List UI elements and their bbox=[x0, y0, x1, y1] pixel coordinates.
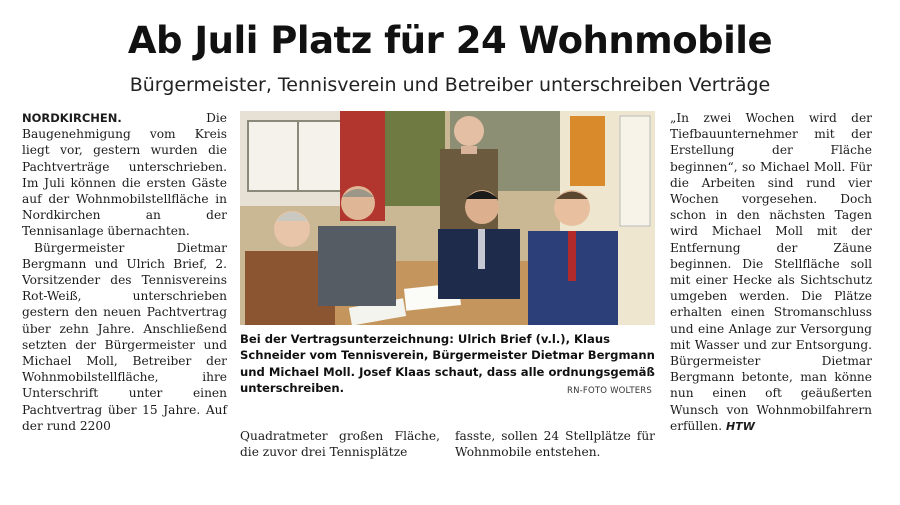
photo-caption: Bei der Vertragsunterzeichnung: Ulrich Brief (v.l.), Klaus Schneider vom Tennisverein, Bürgermeister Dietmar Bergmann und Michael Moll. Josef Klaas schaut, dass alle ordnungsgemäß unterschreiben. bbox=[240, 332, 655, 396]
paragraph-3-text: „In zwei Wochen wird der Tiefbauunternehmer mit der Erstellung der Fläche beginnen“, so Michael Moll. Für die Arbeiten sind rund vier Wochen vorgesehen. Doch schon in den nächsten Tagen wird Michael Moll mit der Entfernung der Zäune beginnen. Die Stellfläche soll mit einer Hecke als Sichtschutz umgeben werden. Die Plätze erhalten einen Stromanschluss und eine Anlage zur Versorgung mit Wasser und zur Entsorgung. Bürgermeister Dietmar Bergmann betonte, man könne nun einen oft geäußerten Wunsch von Wohnmobilfahrern erfüllen. bbox=[670, 111, 872, 433]
subheadline: Bürgermeister, Tennisverein und Betreiber unterschreiben Verträge bbox=[129, 74, 771, 96]
paragraph-3 bbox=[670, 110, 872, 435]
photo-credit: RN-FOTO WOLTERS bbox=[566, 386, 652, 396]
article-column-3 bbox=[670, 110, 872, 435]
headline: Ab Juli Platz für 24 Wohnmobile bbox=[127, 19, 773, 62]
photo-illustration bbox=[240, 111, 655, 325]
article-column-1 bbox=[22, 110, 227, 434]
dateline: NORDKIRCHEN. bbox=[22, 111, 122, 125]
paragraph-2: Bürgermeister Dietmar Bergmann und Ulrich Brief, 2. Vorsitzender des Tennisvereins Rot-Weiß, unterschrieben gestern den neuen Pachtvertrag über zehn Jahre. Anschließend setzten der Bürgermeister und Michael Moll, Betreiber der Wohnmobilstellfläche, ihre Unterschrift unter einen Pachtvertrag über 15 Jahre. Auf der rund 2200 bbox=[22, 240, 227, 433]
paragraph-1 bbox=[22, 110, 227, 240]
paragraph-1-text: Die Baugenehmigung vom Kreis liegt vor, gestern wurden die Pachtverträge unterschrieben. Im Juli können die ersten Gäste auf der Wohnmobilstellfläche in Nordkirchen an der Tennisanlage übernachten. bbox=[22, 111, 227, 239]
column-2-bottom-left: Quadratmeter großen Fläche, die zuvor drei Tennisplätze bbox=[240, 429, 440, 460]
author-initials: HTW bbox=[726, 419, 755, 433]
column-2-bottom-right: fasste, sollen 24 Stellplätze für Wohnmobile entstehen. bbox=[455, 429, 655, 460]
article-photo bbox=[240, 111, 655, 325]
